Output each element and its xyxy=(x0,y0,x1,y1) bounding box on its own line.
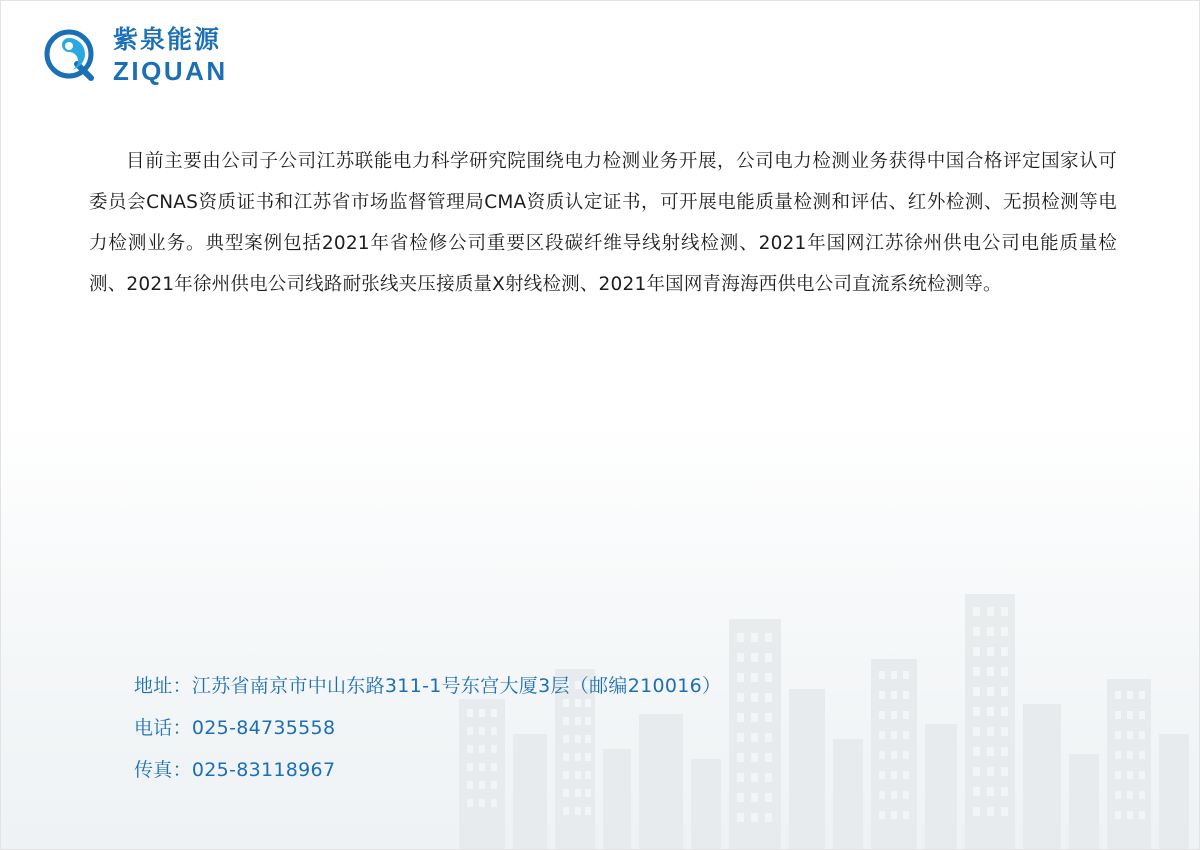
document-body xyxy=(89,141,1117,305)
footer-phone: 电话：025-84735558 xyxy=(134,717,336,739)
brand-header xyxy=(43,27,228,84)
brand-name-en: ZIQUAN xyxy=(113,56,228,86)
body-paragraph: 目前主要由公司子公司江苏联能电力科学研究院围绕电力检测业务开展，公司电力检测业务获得中国合格评定国家认可委员会CNAS资质证书和江苏省市场监督管理局CMA资质认定证书，可开展电能质量检测和评估、红外检测、无损检测等电力检测业务。典型案例包括2021年省检修公司重要区段碳纤维导线射线检测、2021年国网江苏徐州供电公司电能质量检测、2021年徐州供电公司线路耐张线夹压接质量X射线检测、2021年国网青海海西供电公司直流系统检测等。 xyxy=(89,151,1117,295)
footer-panel xyxy=(1,421,1199,849)
footer-contact xyxy=(134,665,721,791)
ziquan-q-logo-icon xyxy=(43,28,99,84)
footer-fax: 传真：025-83118967 xyxy=(134,759,336,781)
footer-address: 地址：江苏省南京市中山东路311-1号东宫大厦3层（邮编210016） xyxy=(134,675,722,697)
brand-name-cn: 紫泉能源 xyxy=(113,25,222,54)
brand-wordmark xyxy=(113,27,228,84)
